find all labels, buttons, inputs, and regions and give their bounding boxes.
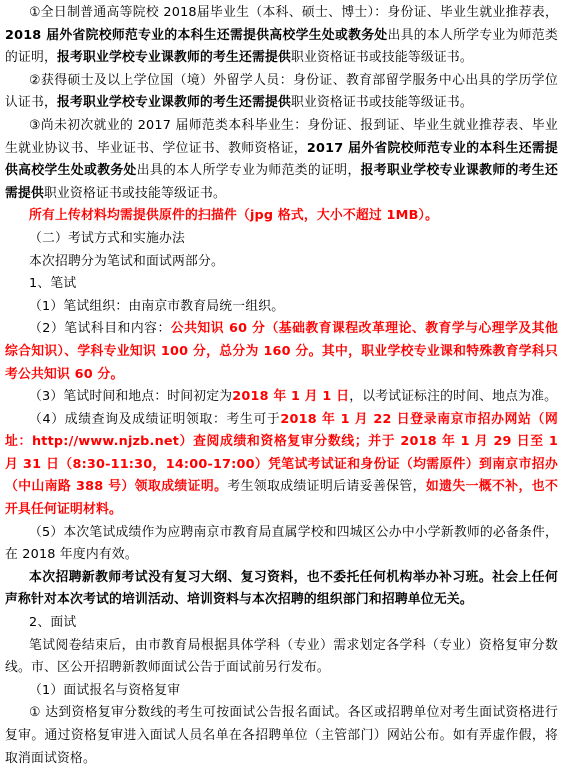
- text: ③尚未初次就业的 2017 届师范类本科毕业生：身份证、报到证、毕业生就业推荐表、毕业生就业协议书、毕业证书、学位证书、教师资格证，: [5, 117, 558, 156]
- red-text: 如遗失一概不补，也不开具任何证明材料。: [5, 479, 558, 518]
- text: 出具的本人所学专业为师范类的证明，: [5, 27, 558, 66]
- paragraph-no-training-notice: [5, 567, 558, 612]
- red-text: 所有上传材料均需提供原件的扫描件（jpg 格式，大小不超过 1MB）。: [29, 208, 439, 224]
- paragraph-score-query: [5, 409, 558, 522]
- text: （5）本次笔试成绩作为应聘南京市教育局直属学校和四城区公办中小学新教师的必备条件，在 2018 年度内有效。: [5, 524, 558, 563]
- text: （4）成绩查询及成绩证明领取：考生可于: [29, 411, 281, 427]
- text: 1、笔试: [29, 276, 77, 292]
- section-heading-interview-registration: [5, 680, 558, 703]
- section-heading-exam-method: [5, 228, 558, 251]
- text: 职业资格证书或技能等级证书。: [44, 185, 226, 201]
- section-heading-interview: [5, 612, 558, 635]
- bold-text: 报考职业学校专业课教师的考生还需提供: [5, 163, 559, 201]
- bold-text: 2017 届外省院校师范专业的本科生还需提供高校学生处或教务处: [5, 140, 558, 179]
- text: 2、面试: [29, 615, 77, 631]
- text: （1）笔试组织：由南京市教育局统一组织。: [29, 298, 285, 314]
- text: （2）笔试科目和内容：: [29, 321, 171, 337]
- text: 笔试阅卷结束后，由市教育局根据具体学科（专业）需求划定各学科（专业）资格复审分数线。市、区公开招聘新教师面试公告于面试前另行发布。: [5, 637, 558, 676]
- paragraph-overseas-materials: [5, 70, 558, 115]
- bold-text: 2018 届外省院校师范专业的本科生还需提供高校学生处或教务处: [5, 27, 388, 43]
- text: ②获得硕士及以上学位国（境）外留学人员：身份证、教育部留学服务中心出具的学历学位认证书，: [5, 72, 558, 111]
- paragraph-exam-parts: [5, 251, 558, 274]
- text: 职业资格证书或技能等级证书。: [290, 50, 473, 66]
- bold-text: 本次招聘新教师考试没有复习大纲、复习资料，也不委托任何机构举办补习班。社会上任何声称针对本次考试的培训活动、培训资料与本次招聘的组织部门和招聘单位无关。: [5, 569, 558, 608]
- paragraph-exam-subjects: [5, 318, 558, 386]
- bold-text: 报考职业学校专业课教师的考生还需提供: [57, 50, 291, 66]
- text: ，以考试证标注的时间、地点为准。: [349, 389, 558, 405]
- text: （二）考试方式和实施办法: [29, 230, 185, 246]
- paragraph-score-validity: [5, 522, 558, 567]
- paragraph-exam-time: [5, 386, 558, 409]
- text: （3）笔试时间和地点：时间初定为: [29, 389, 233, 405]
- text: ① 达到资格复审分数线的考生可按面试公告报名面试。各区或招聘单位对考生面试资格进行复审。通过资格复审进入面试人员名单在各招聘单位（主管部门）网站公布。如有弄虚作假，将取消面试资格。: [5, 705, 558, 766]
- paragraph-exam-organization: [5, 296, 558, 319]
- paragraph-interview-cutoff: [5, 635, 558, 680]
- paragraph-interview-review: [5, 702, 558, 770]
- paragraph-2017-graduates-materials: [5, 115, 558, 205]
- text: 考生领取成绩证明后请妥善保管，: [227, 479, 426, 495]
- text: 出具的本人所学专业为师范类的证明，: [136, 163, 361, 179]
- text: （1）面试报名与资格复审: [29, 682, 181, 698]
- red-text: 2018 年 1 月 22 日登录南京市招办网站（网址：http://www.njzb.net）查阅成绩和资格复审分数线；并于 2018 年 1 月 29 日至 1 月 31 日（8:30-11:30，14:00-17:00）凭笔试考试证和身份证（均需原件）到南京市招办（中山南路 388 号）领取成绩证明。: [5, 411, 558, 495]
- text: 本次招聘分为笔试和面试两部分。: [29, 253, 224, 269]
- red-text: 2018 年 1 月 1 日: [232, 389, 350, 405]
- paragraph-graduates-materials: [5, 2, 558, 70]
- section-heading-written-exam: [5, 273, 558, 296]
- red-text: 公共知识 60 分（基础教育课程改革理论、教育学与心理学及其他综合知识）、学科专业知识 100 分，总分为 160 分。其中，职业学校专业课和特殊教育学科只考公共知识 60 分。: [5, 321, 558, 382]
- text: 职业资格证书或技能等级证书。: [290, 95, 473, 111]
- bold-text: 报考职业学校专业课教师的考生还需提供: [57, 95, 291, 111]
- upload-notice: [5, 205, 558, 228]
- text: ①全日制普通高等院校 2018届毕业生（本科、硕士、博士）：身份证、毕业生就业推荐表，: [29, 5, 558, 20]
